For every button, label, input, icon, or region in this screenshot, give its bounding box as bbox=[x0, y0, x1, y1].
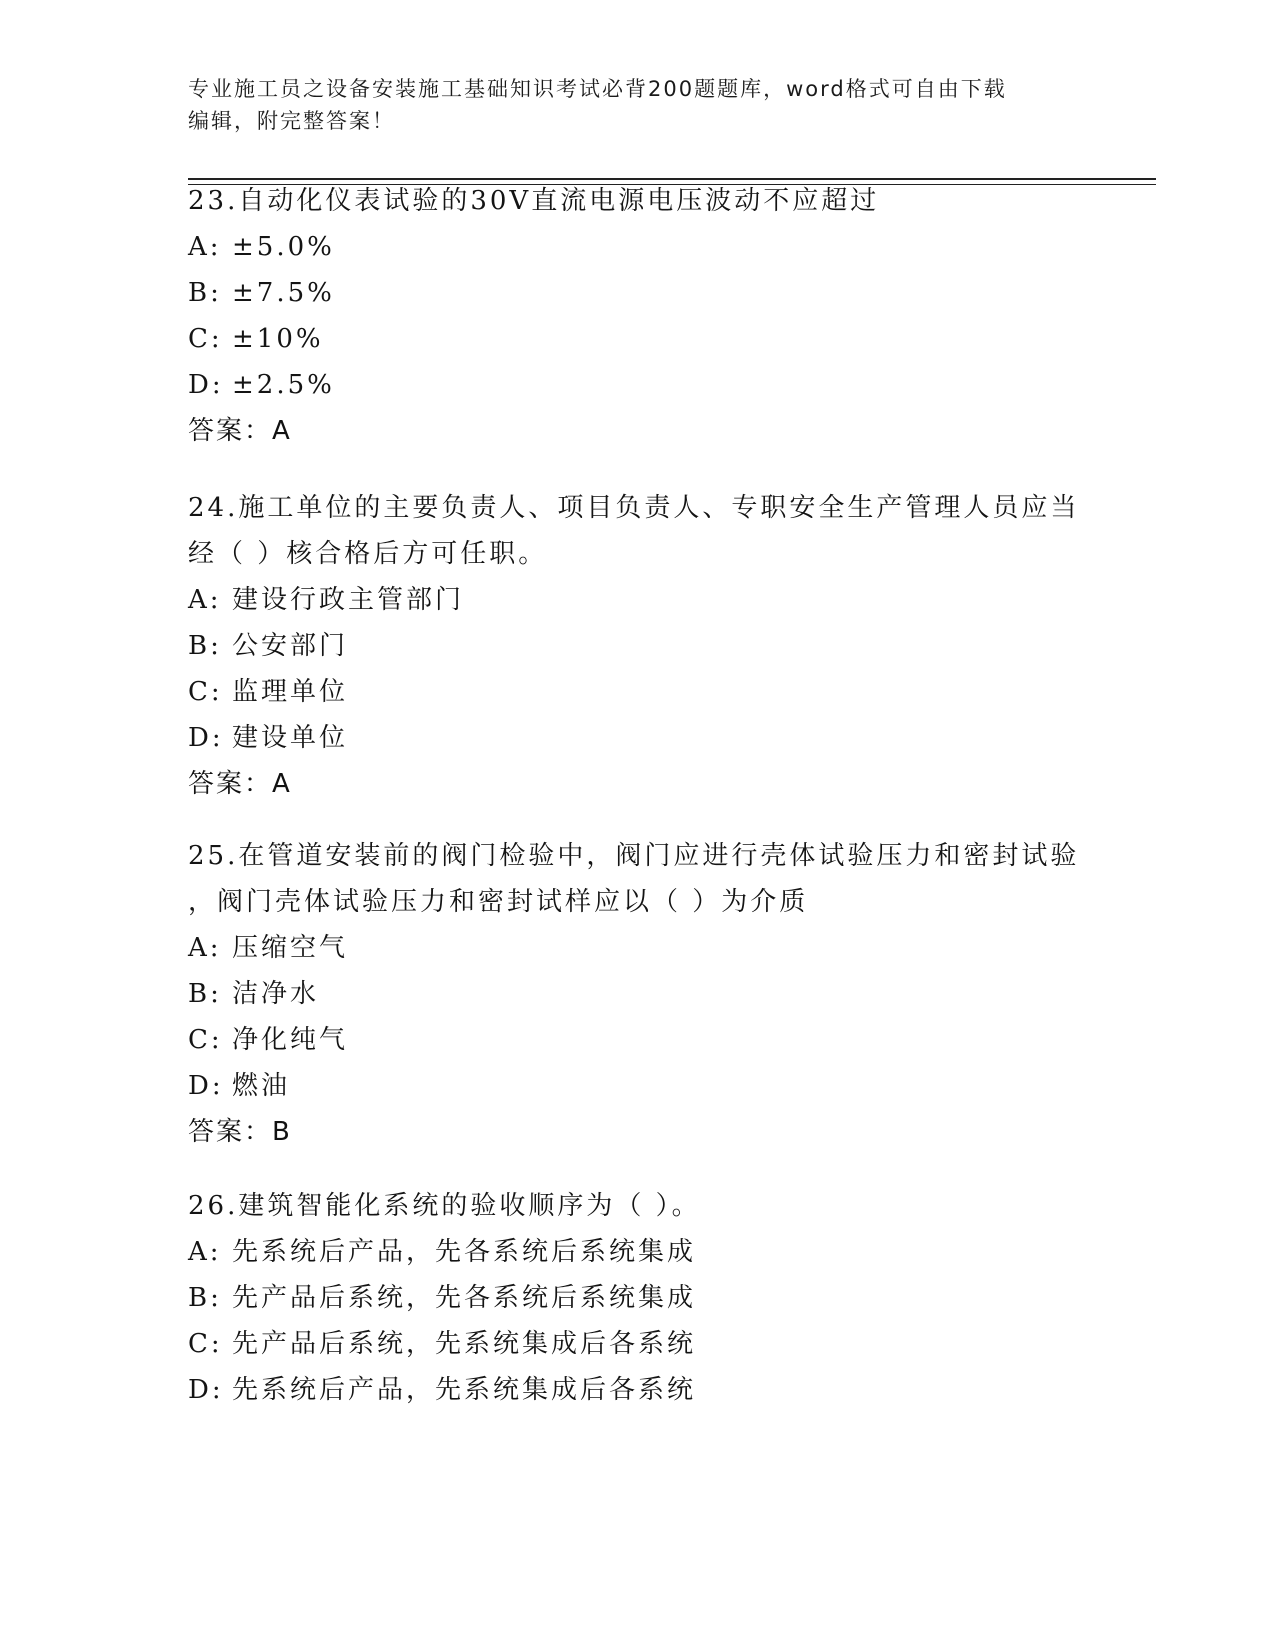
option-key: A: bbox=[188, 933, 222, 963]
option-key: A: bbox=[188, 585, 222, 615]
option-key: C: bbox=[188, 1329, 223, 1359]
option-c bbox=[188, 1321, 1088, 1367]
option-text: 洁净水 bbox=[232, 979, 320, 1009]
option-b bbox=[188, 1275, 1088, 1321]
header-line-1: 专业施工员之设备安装施工基础知识考试必背200题题库，word格式可自由下载 bbox=[188, 77, 1007, 101]
option-text: 燃油 bbox=[232, 1071, 291, 1101]
option-c bbox=[188, 316, 1088, 362]
question-stem: 26.建筑智能化系统的验收顺序为（ ）。 bbox=[188, 1191, 701, 1221]
option-b bbox=[188, 270, 1088, 316]
option-key: B: bbox=[188, 1283, 222, 1313]
question-stem: 24.施工单位的主要负责人、项目负责人、专职安全生产管理人员应当 bbox=[188, 493, 1080, 523]
question-block bbox=[188, 1183, 1088, 1413]
answer-line: 答案：A bbox=[188, 416, 292, 446]
answer-line: 答案：A bbox=[188, 769, 292, 799]
option-b bbox=[188, 623, 1088, 669]
option-text: ±7.5% bbox=[232, 278, 335, 308]
document-header bbox=[188, 73, 1068, 137]
option-key: B: bbox=[188, 631, 222, 661]
question-stem: ，阀门壳体试验压力和密封试样应以（ ）为介质 bbox=[188, 887, 809, 917]
option-key: B: bbox=[188, 979, 222, 1009]
option-text: 公安部门 bbox=[232, 631, 349, 661]
option-d bbox=[188, 1063, 1088, 1109]
option-key: C: bbox=[188, 324, 223, 354]
option-key: B: bbox=[188, 278, 222, 308]
option-key: A: bbox=[188, 232, 222, 262]
option-key: D: bbox=[188, 723, 224, 753]
option-d bbox=[188, 715, 1088, 761]
option-text: 先产品后系统，先系统集成后各系统 bbox=[232, 1329, 697, 1359]
option-c bbox=[188, 1017, 1088, 1063]
option-key: D: bbox=[188, 1375, 224, 1405]
option-a bbox=[188, 925, 1088, 971]
option-d bbox=[188, 362, 1088, 408]
option-key: C: bbox=[188, 1025, 223, 1055]
option-text: 先系统后产品，先各系统后系统集成 bbox=[232, 1237, 697, 1267]
question-stem: 经（ ）核合格后方可任职。 bbox=[188, 539, 548, 569]
option-text: 监理单位 bbox=[232, 677, 349, 707]
option-d bbox=[188, 1367, 1088, 1413]
option-text: 建设单位 bbox=[232, 723, 349, 753]
option-a bbox=[188, 1229, 1088, 1275]
question-stem: 25.在管道安装前的阀门检验中，阀门应进行壳体试验压力和密封试验 bbox=[188, 841, 1080, 871]
option-a bbox=[188, 224, 1088, 270]
option-text: 先系统后产品，先系统集成后各系统 bbox=[232, 1375, 697, 1405]
question-stem: 23.自动化仪表试验的30V直流电源电压波动不应超过 bbox=[188, 186, 880, 216]
option-text: 先产品后系统，先各系统后系统集成 bbox=[232, 1283, 697, 1313]
option-text: 压缩空气 bbox=[232, 933, 349, 963]
answer-line: 答案：B bbox=[188, 1117, 292, 1147]
option-text: 建设行政主管部门 bbox=[232, 585, 465, 615]
option-key: D: bbox=[188, 370, 224, 400]
option-a bbox=[188, 577, 1088, 623]
option-key: C: bbox=[188, 677, 223, 707]
question-block bbox=[188, 833, 1088, 1155]
option-text: ±5.0% bbox=[232, 232, 335, 262]
option-text: 净化纯气 bbox=[232, 1025, 349, 1055]
option-b bbox=[188, 971, 1088, 1017]
question-block bbox=[188, 178, 1088, 454]
option-text: ±2.5% bbox=[232, 370, 335, 400]
option-c bbox=[188, 669, 1088, 715]
header-line-2: 编辑，附完整答案！ bbox=[188, 109, 395, 133]
option-key: D: bbox=[188, 1071, 224, 1101]
option-text: ±10% bbox=[232, 324, 324, 354]
question-block bbox=[188, 485, 1088, 807]
option-key: A: bbox=[188, 1237, 222, 1267]
